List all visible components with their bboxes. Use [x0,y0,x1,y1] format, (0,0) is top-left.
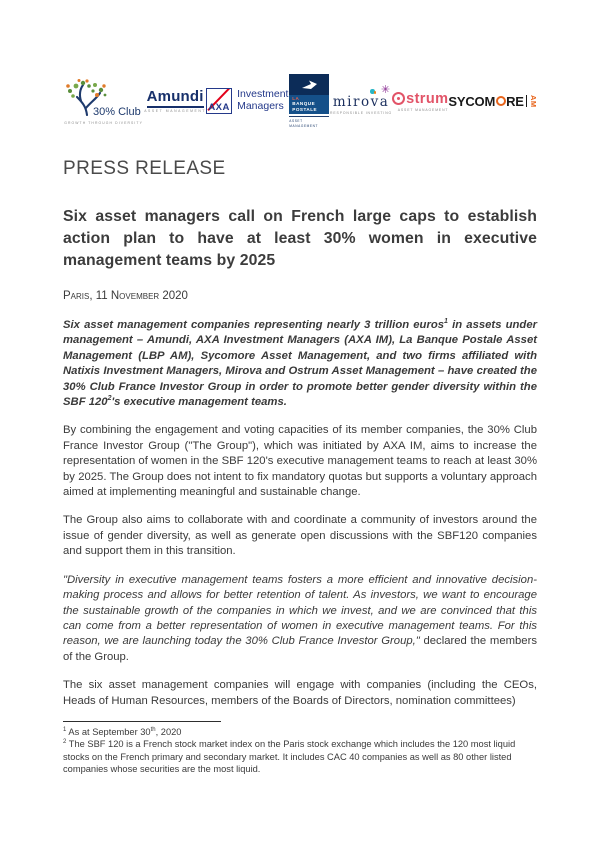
logo-amundi-text: Amundi [147,89,204,108]
logo-axa-im [206,88,288,114]
footnote-ref-2: 2 [107,395,112,403]
footnote-1 [63,726,537,738]
sycomore-ring-icon [496,96,506,106]
quote-attribution: declared the members of the Group. [63,635,537,663]
logo-axa-text: AXA [208,102,230,113]
headline: Six asset managers call on French large caps to establish action plan to have at least 30% women in executive management teams by 2025 [63,208,537,269]
footnote-2-text: The SBF 120 is a French stock market index on the Paris stock exchange which includes the 120 most liquid stocks on the French primary and secondary market. It includes CAC 40 companies as well as 80 other listed companies whose securities are the most liquid. [63,739,516,775]
lbp-line3: POSTALE [292,107,318,113]
intro-text-1: Six asset management companies representing nearly 3 trillion euros [63,319,445,331]
lbp-tagline-line2: MANAGEMENT [289,123,319,128]
logo-amundi [144,89,206,113]
mirova-orange-dot-icon [374,91,377,94]
logo-bar [63,72,537,130]
footnote-1-text-end: , 2020 [155,727,182,737]
engagement-paragraph: By combining the engagement and voting capacities of its member companies, the 30% Club France Investor Group ("The Group"), which was initiated by AXA IM, aims to increase the representation of women in the SBF 120's executive management teams to reach at least 30% by 2025. The Group does not intent to fix mandatory quotas but supports a voluntary approach aimed at implementing meaningful and sustainable change. [63,424,537,499]
dateline: Paris, 11 November 2020 [63,290,188,302]
sycomore-text-left: SYCOM [448,93,496,109]
intro-text-2: in assets under management – Amundi, AXA Investment Managers (AXA IM), La Banque Postale Asset Management (LBP AM), Sycomore Asset Management, and two firms affiliated with Natixis Investment Managers, Mirova and Ostrum Asset Management – have created the 30% Club France Investor Group in order to promote better gender diversity within the SBF 120 [63,319,538,409]
axa-line2: Managers [237,100,284,112]
quote-paragraph [63,573,537,665]
sycomore-am-vertical-text: AM [526,95,537,108]
logo-mirova [330,84,393,115]
engage-companies-paragraph: The six asset management companies will engage with companies (including the CEOs, Heads of Human Resources, members of the Boards of Directors, nomination committees) [63,679,537,707]
lbp-wordmark [289,95,329,114]
lbp-bird-icon [289,74,329,95]
community-paragraph: The Group also aims to collaborate with and coordinate a community of investors around the issue of gender diversity, as well as generate open discussions with the SBF120 companies and support them in this transition. [63,514,537,558]
footnote-2-marker: 2 [63,739,67,746]
intro-text-3: 's executive management teams. [111,396,287,409]
mirova-star-icon: ✳ [380,84,391,96]
footnote-separator [63,721,221,722]
ostrum-circle-o-icon [392,92,405,105]
logo-30club-text: 30% Club [93,106,141,118]
logo-ostrum-tagline: ASSET MANAGEMENT [397,107,449,112]
footnote-ref-1: 1 [444,318,448,326]
logo-mirova-tagline: RESPONSIBLE INVESTING [330,111,393,115]
lbp-line1: LA [292,95,300,101]
footnote-1-text: As at September 30 [68,727,151,737]
logo-mirova-text: mirova [332,94,390,110]
axa-line1: Investment [237,88,289,101]
logo-30-percent-club [63,75,144,127]
logo-sycomore-am [448,94,537,109]
press-release-label: PRESS RELEASE [63,158,226,179]
quote-text: "Diversity in executive management teams fosters a more efficient and innovative decision-making process and allows for better retention of talent. As investors, we want to encourage the sustainable growth of the companies in which we invest, and we are convinced that this can come from a better representation of women in executive management teams. For this reason, we are launching today the 30% Club France Investor Group," [63,573,537,648]
footnote-1-ordinal: th [150,726,156,733]
lbp-square-icon [289,74,329,114]
footnote-2 [63,738,537,775]
axa-square-icon [206,88,232,114]
footnote-1-marker: 1 [63,726,67,733]
lbp-line2: BANQUE [292,101,316,107]
lbp-tagline-line1: ASSET [289,118,303,123]
document-body [63,158,537,709]
logo-30club-tagline: GROWTH THROUGH DIVERSITY [64,121,143,125]
sycomore-text-right: RE [506,93,524,109]
logo-amundi-tagline: ASSET MANAGEMENT [144,109,207,114]
logo-la-banque-postale [288,74,330,129]
logo-ostrum [392,91,448,112]
intro-paragraph [63,318,537,410]
footnotes-section [63,721,537,776]
logo-axa-wordmark [237,89,288,112]
logo-ostrum-text: strum [406,90,449,107]
lbp-tagline [289,116,329,128]
